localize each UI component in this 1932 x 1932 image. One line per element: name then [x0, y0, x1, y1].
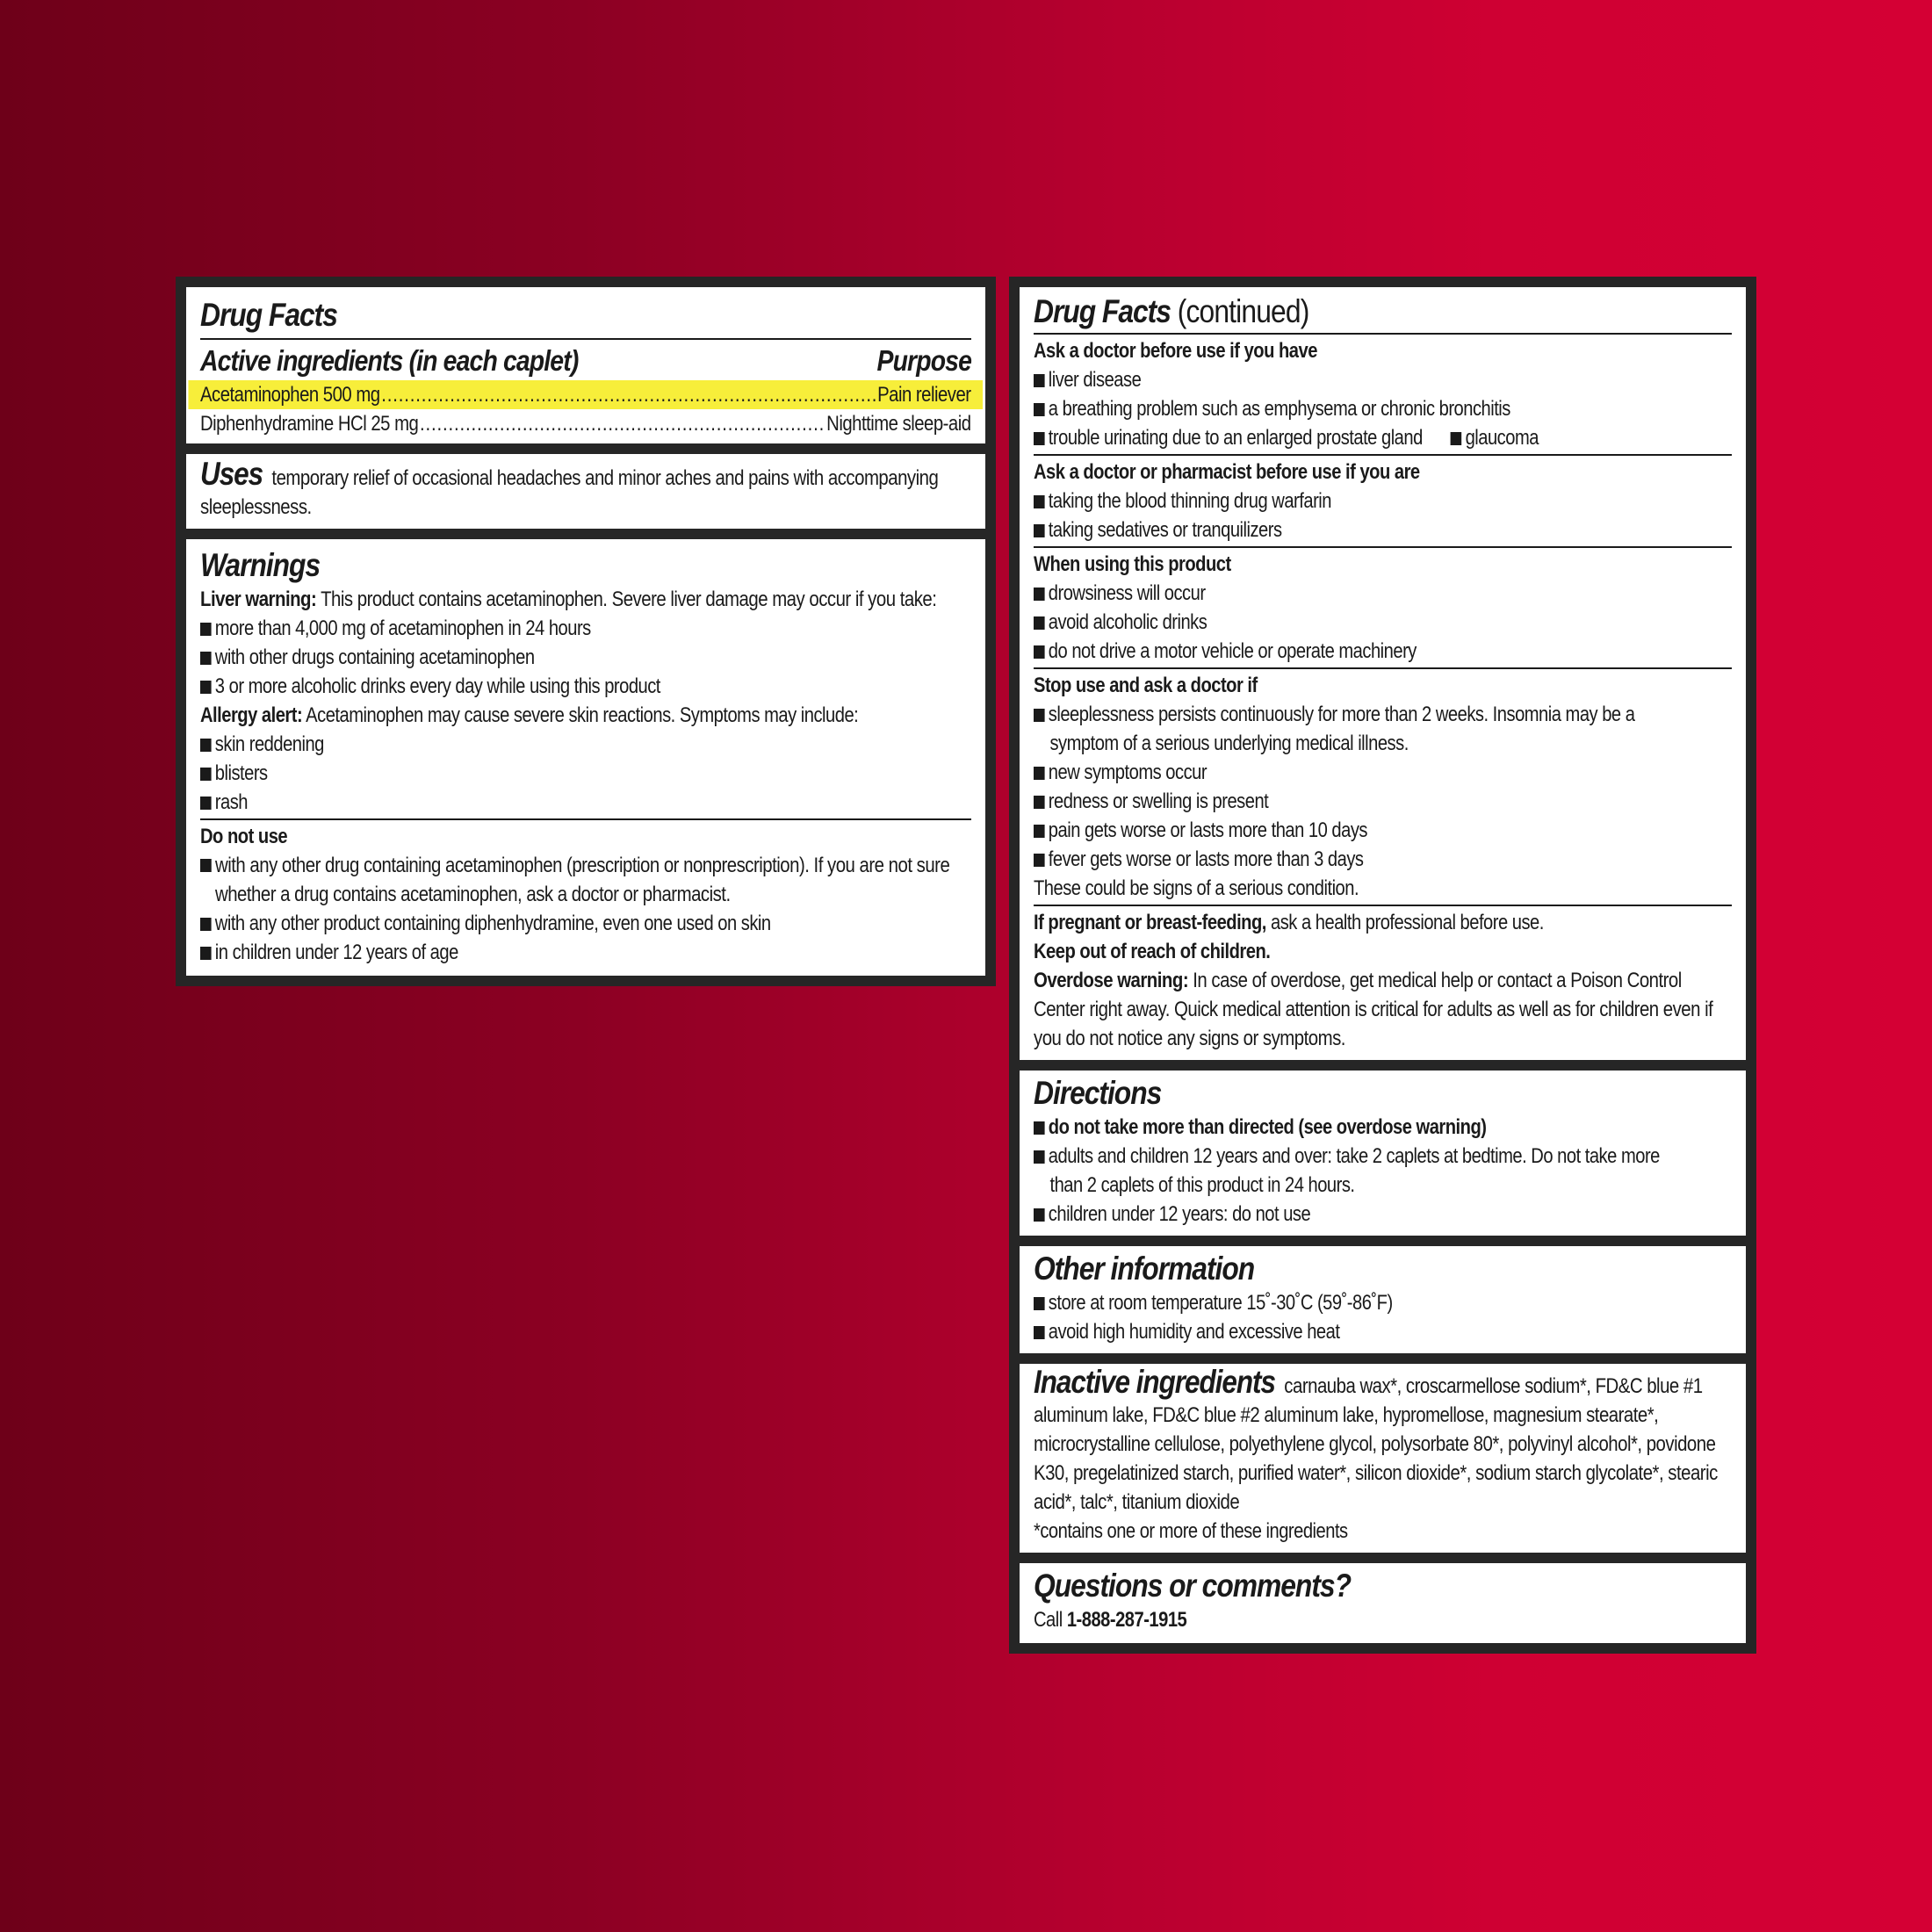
active-ingredients-box [186, 287, 985, 443]
liver-warning [200, 585, 974, 614]
divider [1034, 667, 1732, 669]
inactive-ingredients-heading: Inactive ingredients [1034, 1364, 1275, 1400]
square-bullet-icon [200, 681, 212, 694]
square-bullet-icon [1034, 588, 1045, 601]
list-item: store at room temperature 15˚-30˚C (59˚-86˚F) [1034, 1288, 1620, 1317]
list-item: adults and children 12 years and over: take 2 caplets at bedtime. Do not take more [1034, 1142, 1620, 1171]
allergy-alert [200, 701, 859, 730]
uses-heading: Uses [200, 456, 263, 492]
active-ingredients-heading: Active ingredients (in each caplet) [200, 344, 579, 377]
square-bullet-icon [200, 797, 212, 810]
list-item: trouble urinating due to an enlarged prostate gland glaucoma [1034, 423, 1620, 452]
divider [200, 818, 971, 820]
square-bullet-icon [1034, 1150, 1045, 1164]
continued-label: (continued) [1177, 293, 1309, 329]
list-item: with other drugs containing acetaminophen [200, 643, 848, 672]
list-item: with any other drug containing acetaminophen (prescription or nonprescription). If you are not sure whether a drug contains acetaminophen, ask a doctor or pharmacist. [200, 851, 974, 909]
square-bullet-icon [1034, 1326, 1045, 1339]
inactive-ingredients-text: carnauba wax*, croscarmellose sodium*, FD&C blue #1 aluminum lake, FD&C blue #2 aluminum lake, hypromellose, magnesium stearate*, microcrystalline cellulose, polyethylene glycol, polysorbate 80*, polyvinyl alcohol*, povidone K30, pregelatinized starch, purified water*, silicon dioxide*, sodium starch glycolate*, stearic acid*, talc*, titanium dioxide [1034, 1374, 1718, 1514]
square-bullet-icon [1034, 767, 1045, 780]
divider [200, 338, 971, 340]
do-not-use-heading: Do not use [200, 825, 288, 848]
list-item: sleeplessness persists continuously for more than 2 weeks. Insomnia may be a [1034, 700, 1620, 729]
list-item: blisters [200, 759, 848, 788]
leader-dots [420, 409, 825, 438]
divider [1034, 905, 1732, 906]
square-bullet-icon [1034, 709, 1045, 722]
pregnant-warning: If pregnant or breast-feeding, ask a health professional before use. [1034, 911, 1544, 934]
allergy-alert-label: Allergy alert: [200, 703, 303, 727]
ask-pharmacist-heading: Ask a doctor or pharmacist before use if you are [1034, 460, 1420, 484]
list-item: children under 12 years: do not use [1034, 1200, 1620, 1229]
square-bullet-icon [1034, 432, 1045, 445]
drug-facts-panel-right [1009, 277, 1756, 1654]
inactive-ingredients-paragraph [1034, 1364, 1734, 1517]
questions-heading: Questions or comments? [1034, 1568, 1351, 1604]
list-item: 3 or more alcoholic drinks every day while using this product [200, 672, 848, 701]
ingredient-name: Diphenhydramine HCl 25 mg [200, 412, 419, 436]
stop-use-note: These could be signs of a serious condition. [1034, 876, 1359, 900]
list-item: do not take more than directed (see overdose warning) [1034, 1113, 1620, 1142]
drug-facts-continued-title: Drug Facts (continued) [1034, 293, 1309, 329]
list-item: taking the blood thinning drug warfarin [1034, 487, 1620, 515]
purpose-heading: Purpose [876, 344, 971, 377]
square-bullet-icon [1034, 403, 1045, 416]
list-item: with any other product containing diphenhydramine, even one used on skin [200, 909, 848, 938]
questions-box [1020, 1563, 1746, 1643]
divider [1034, 333, 1732, 335]
uses-text: temporary relief of occasional headaches and minor aches and pains with accompanying sleeplessness. [200, 466, 939, 519]
square-bullet-icon [1034, 825, 1045, 838]
warnings-heading: Warnings [200, 547, 321, 583]
directions-box [1020, 1071, 1746, 1236]
stop-use-heading: Stop use and ask a doctor if [1034, 674, 1258, 697]
divider [1034, 454, 1732, 456]
list-item: in children under 12 years of age [200, 938, 848, 967]
list-item: do not drive a motor vehicle or operate machinery [1034, 637, 1620, 666]
list-item: redness or swelling is present [1034, 787, 1620, 816]
overdose-warning-label: Overdose warning: [1034, 969, 1189, 992]
list-item: liver disease [1034, 365, 1620, 394]
questions-call: Call 1-888-287-1915 [1034, 1608, 1187, 1632]
liver-warning-text: This product contains acetaminophen. Severe liver damage may occur if you take: [321, 588, 937, 611]
drug-facts-panel-left [176, 277, 996, 986]
warnings-box [186, 539, 985, 976]
square-bullet-icon [200, 918, 212, 931]
uses-box [186, 454, 985, 529]
square-bullet-icon [1451, 432, 1462, 445]
list-item: a breathing problem such as emphysema or chronic bronchitis [1034, 394, 1620, 423]
overdose-warning-text: In case of overdose, get medical help or contact a Poison Control Center right away. Quick medical attention is critical for adults as well as for children even if you do not notice any signs or symptoms. [1034, 969, 1713, 1050]
ingredient-name: Acetaminophen 500 mg [200, 383, 380, 407]
list-item: avoid high humidity and excessive heat [1034, 1317, 1620, 1346]
square-bullet-icon [200, 768, 212, 781]
square-bullet-icon [1034, 374, 1045, 387]
square-bullet-icon [1034, 616, 1045, 630]
inactive-ingredients-note: *contains one or more of these ingredients [1034, 1519, 1348, 1543]
allergy-alert-text: Acetaminophen may cause severe skin reactions. Symptoms may include: [306, 703, 859, 727]
square-bullet-icon [1034, 1297, 1045, 1310]
square-bullet-icon [1034, 495, 1045, 508]
leader-dots [381, 380, 876, 409]
drug-facts-title: Drug Facts [200, 297, 337, 333]
list-item: avoid alcoholic drinks [1034, 608, 1620, 637]
keep-out-of-reach: Keep out of reach of children. [1034, 940, 1271, 963]
square-bullet-icon [200, 859, 212, 872]
square-bullet-icon [1034, 1121, 1045, 1135]
square-bullet-icon [1034, 1208, 1045, 1222]
when-using-heading: When using this product [1034, 552, 1231, 576]
square-bullet-icon [1034, 645, 1045, 659]
active-ingredients-header [200, 342, 971, 380]
ask-doctor-heading: Ask a doctor before use if you have [1034, 339, 1317, 363]
list-item: taking sedatives or tranquilizers [1034, 515, 1620, 544]
list-item-continuation: than 2 caplets of this product in 24 hours. [1049, 1173, 1355, 1197]
list-item: rash [200, 788, 848, 817]
ingredient-row-acetaminophen [188, 380, 983, 409]
square-bullet-icon [1034, 854, 1045, 867]
list-item: drowsiness will occur [1034, 579, 1620, 608]
other-information-heading: Other information [1034, 1251, 1255, 1287]
list-item: skin reddening [200, 730, 848, 759]
square-bullet-icon [200, 947, 212, 960]
phone-number: 1-888-287-1915 [1066, 1608, 1187, 1632]
list-item: fever gets worse or lasts more than 3 days [1034, 845, 1620, 874]
overdose-warning [1034, 966, 1734, 1053]
divider [1034, 546, 1732, 548]
ingredient-row-diphenhydramine [188, 409, 983, 438]
uses-paragraph [200, 456, 974, 522]
square-bullet-icon [1034, 796, 1045, 809]
ingredient-purpose: Nighttime sleep-aid [826, 412, 971, 436]
liver-warning-label: Liver warning: [200, 588, 317, 611]
other-information-box [1020, 1246, 1746, 1353]
square-bullet-icon [200, 739, 212, 752]
list-item: more than 4,000 mg of acetaminophen in 24 hours [200, 614, 848, 643]
list-item: pain gets worse or lasts more than 10 days [1034, 816, 1620, 845]
square-bullet-icon [200, 623, 212, 636]
square-bullet-icon [1034, 524, 1045, 537]
warnings-continued-box [1020, 287, 1746, 1060]
square-bullet-icon [200, 652, 212, 665]
inactive-ingredients-box [1020, 1364, 1746, 1553]
ingredient-purpose: Pain reliever [877, 383, 971, 407]
list-item-continuation: symptom of a serious underlying medical illness. [1049, 732, 1409, 755]
list-item: new symptoms occur [1034, 758, 1620, 787]
directions-heading: Directions [1034, 1075, 1162, 1111]
